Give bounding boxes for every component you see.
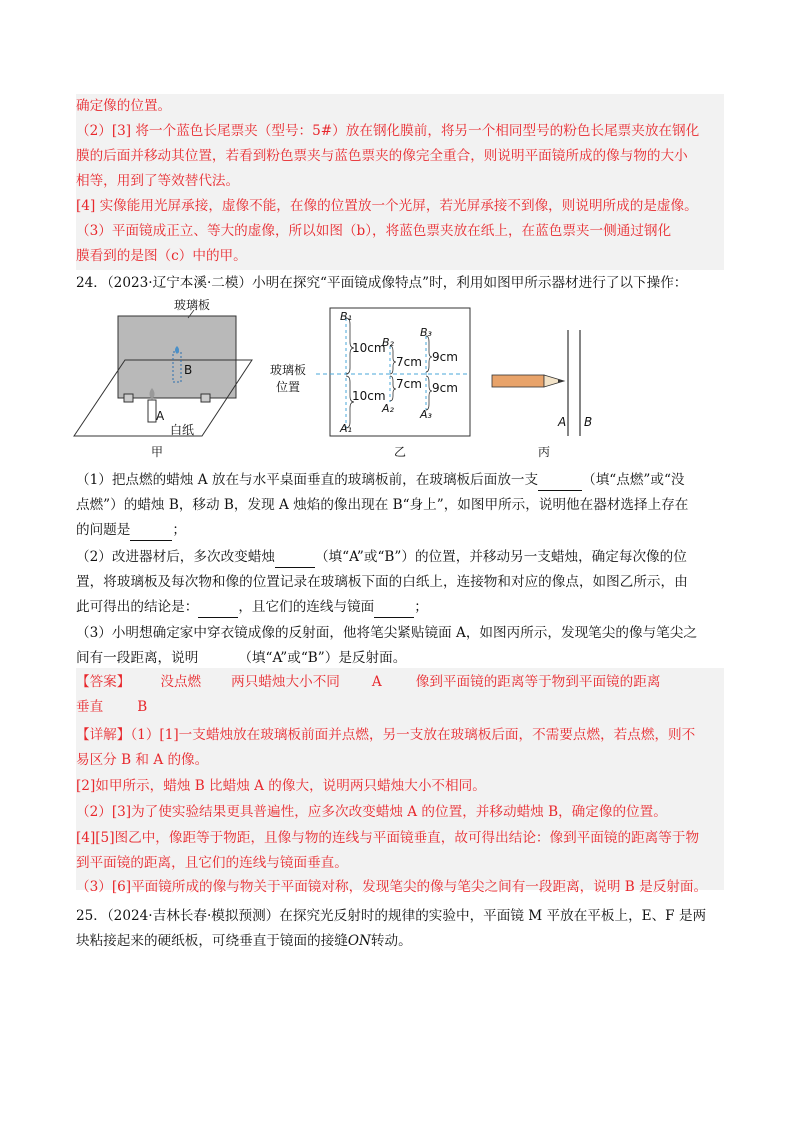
question-24-stem: 24．（2023·辽宁本溪·二模）小明在探究“平面镜成像特点”时，利用如图甲所示器材进行了以下操作：: [76, 275, 688, 291]
detail-line-4: （2）[3]为了使实验结果更具普遍性，应多次改变蜡烛 A 的位置，并移动蜡烛 B，确定像的位置。: [76, 804, 667, 820]
q24-part3-text: （填“A”或“B”）是反射面。: [238, 650, 407, 666]
q24-part1-text-tail: ；: [172, 522, 186, 538]
caption-yi: 乙: [394, 445, 407, 459]
caption-jia: 甲: [151, 445, 164, 459]
figure-yi: [270, 300, 476, 464]
detail-line-2: 易区分 B 和 A 的像。: [76, 752, 209, 768]
q24-part1-line2: 点燃”）的蜡烛 B，移动 B，发现 A 烛焰的像出现在 B“身上”，如图甲所示，说明他在器材选择上存在: [76, 497, 689, 513]
answer-blank-3[interactable]: [275, 547, 315, 568]
detail-line-1: [76, 725, 726, 745]
question-25-line2: [76, 931, 726, 951]
point-a2: A₂: [382, 402, 394, 415]
answer-line-2: [76, 697, 726, 717]
glass-label: 玻璃板: [174, 298, 211, 312]
candle-a-label: A: [156, 409, 165, 423]
support-left: [124, 394, 133, 402]
distance-b2: 7cm: [396, 355, 422, 369]
question-25-line1: 25．（2024·吉林长春·模拟预测）在探究光反射时的规律的实验中，平面镜 M 平放在平板上，E、F 是两: [76, 908, 707, 924]
q24-part2-text: ，且它们的连线与镜面: [238, 599, 375, 615]
figure-jia: [70, 296, 270, 462]
q24-part3-line1: （3）小明想确定家中穿衣镜成像的反射面，他将笔尖紧贴镜面 A，如图丙所示，发现笔尖的像与笔尖之: [76, 625, 697, 641]
paper-label: 白纸: [170, 423, 195, 437]
distance-a2: 7cm: [396, 377, 422, 391]
detail-label: 【详解】: [76, 727, 131, 743]
candle-a: [148, 400, 156, 422]
figure-bing: [488, 330, 608, 464]
explanation-line: 确定像的位置。: [76, 98, 172, 114]
candle-b-label: B: [184, 363, 193, 377]
q24-part2-text: 此可得出的结论是：: [76, 599, 199, 615]
detail-line-6: 到平面镜的距离，且它们的连线与镜面垂直。: [76, 855, 348, 871]
q24-part1-text: （1）把点燃的蜡烛 A 放在与水平桌面垂直的玻璃板前，在玻璃板后面放一支: [76, 472, 539, 488]
explanation-line: 相等，用到了等效替代法。: [76, 173, 240, 189]
point-b3: B₃: [420, 326, 432, 339]
point-a1: A₁: [340, 422, 352, 435]
explanation-line: [4] 实像能用光屏承接，虚像不能，在像的位置放一个光屏，若光屏承接不到像，则说明所成的是虚像。: [76, 198, 698, 214]
detail-line-3: [2]如甲所示，蜡烛 B 比蜡烛 A 的像大，说明两只蜡烛大小不相同。: [76, 778, 486, 794]
pencil-body: [492, 375, 544, 387]
explanation-line: （3）平面镜成正立、等大的虚像，所以如图（b），将蓝色票夹放在纸上，在蓝色票夹一侧通过钢化: [76, 223, 672, 239]
point-a3: A₃: [420, 408, 432, 421]
paper-frame: [330, 308, 470, 436]
q24-part2-line1: [76, 547, 726, 568]
answer-item: 像到平面镜的距离等于物到平面镜的距离: [415, 674, 661, 690]
glass-position-label-2: 位置: [276, 380, 301, 394]
q24-part1-line3: [76, 520, 726, 541]
q24-part2-text: ；: [414, 599, 428, 615]
q25-text: 块粘接起来的硬纸板，可绕垂直于镜面的接缝: [76, 933, 348, 949]
answer-item: 没点燃: [160, 674, 202, 690]
answer-blank-2[interactable]: [130, 520, 172, 541]
distance-a3: 9cm: [432, 381, 458, 395]
glass-position-label-1: 玻璃板: [270, 363, 307, 377]
answer-blank-4[interactable]: [198, 597, 238, 618]
q25-seam-label: ON: [347, 933, 371, 949]
label-b: B: [584, 415, 593, 429]
q24-part3-line2: [76, 648, 726, 669]
answer-item: B: [137, 699, 148, 715]
detail-text: （1）[1]一支蜡烛放在玻璃板前面并点燃，另一支放在玻璃板后面，不需要点燃，若点燃，则不: [130, 727, 696, 743]
q24-part3-text: 间有一段距离，说明: [76, 650, 199, 666]
distance-b1: 10cm: [352, 341, 386, 355]
q25-text: 转动。: [370, 933, 412, 949]
answer-blank-5[interactable]: [374, 597, 414, 618]
answer-item: 垂直: [76, 699, 104, 715]
q24-part1-text-tail: （填“点燃”或“没: [582, 472, 685, 488]
label-a: A: [558, 415, 567, 429]
support-right: [201, 394, 210, 402]
explanation-line: （2）[3] 将一个蓝色长尾票夹（型号：5#）放在钢化膜前，将另一个相同型号的粉色长尾票夹放在钢化: [76, 123, 700, 139]
q24-part2-text-tail: （填“A”或“B”）的位置，并移动另一支蜡烛，确定每次像的位: [314, 549, 687, 565]
detail-line-7: （3）[6]平面镜所成的像与物关于平面镜对称，发现笔尖的像与笔尖之间有一段距离，说明 B 是反射面。: [76, 879, 708, 895]
distance-a1: 10cm: [352, 389, 386, 403]
q24-part2-text: （2）改进器材后，多次改变蜡烛: [76, 549, 275, 565]
distance-b3: 9cm: [432, 350, 458, 364]
answer-label: 【答案】: [76, 674, 131, 690]
q24-part1-text: 的问题是: [76, 522, 131, 538]
answer-blank-1[interactable]: [538, 470, 582, 491]
point-b1: B₁: [340, 310, 352, 323]
q24-part2-line2: 置，将玻璃板及每次物和像的位置记录在玻璃板下面的白纸上，连接物和对应的像点，如图乙所示，由: [76, 574, 688, 590]
explanation-line: 膜看到的是图（c）中的甲。: [76, 248, 247, 264]
answer-line-1: [76, 672, 726, 692]
glass-plate: [118, 316, 236, 398]
answer-blank-6[interactable]: [198, 648, 238, 669]
answer-item: 两只蜡烛大小不同: [231, 674, 340, 690]
answer-item: A: [371, 674, 382, 690]
q24-part2-line3: [76, 597, 726, 618]
explanation-line: 膜的后面并移动其位置，若看到粉色票夹与蓝色票夹的像完全重合，则说明平面镜所成的像与物的大小: [76, 148, 688, 164]
detail-line-5: [4][5]图乙中，像距等于物距，且像与物的连线与平面镜垂直，故可得出结论：像到平面镜的距离等于物: [76, 830, 700, 846]
caption-bing: 丙: [538, 445, 551, 459]
point-b2: B₂: [382, 336, 394, 349]
q24-part1-line1: [76, 470, 726, 491]
